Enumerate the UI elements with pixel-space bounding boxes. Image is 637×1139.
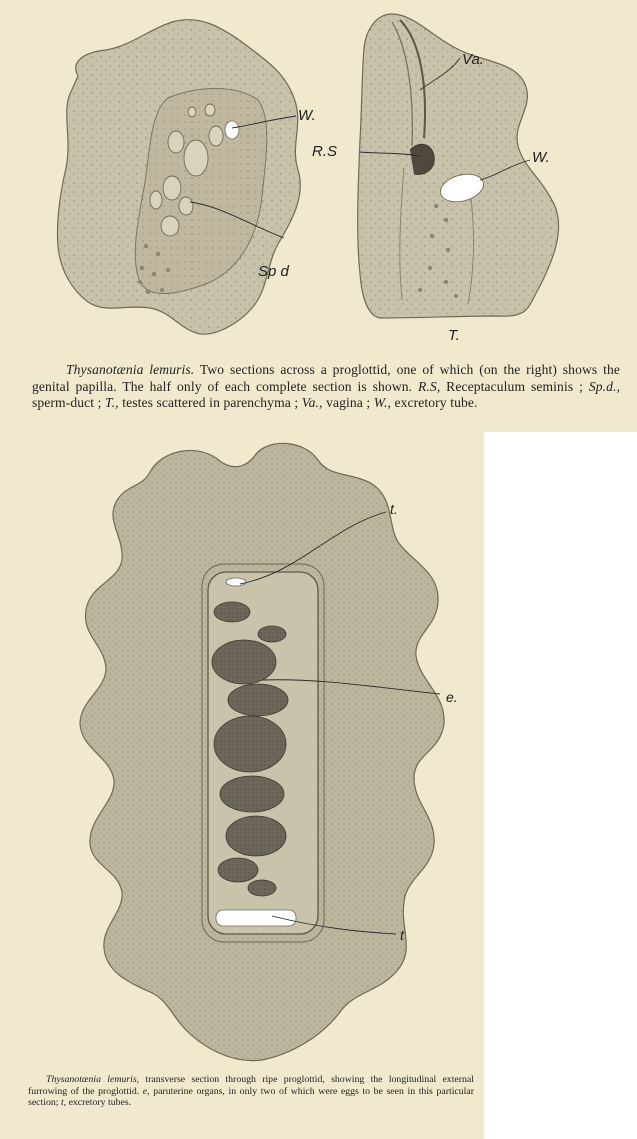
caption1-text: Two sections across a proglottid, one of which (on the right) shows the genital papilla. The half only of each complete section is shown. xyxy=(32,362,620,394)
label-t: T. xyxy=(448,327,460,344)
caption2-t-abbr: t, xyxy=(60,1097,67,1109)
caption1-rs-def: , Receptaculum seminis ; xyxy=(436,378,583,394)
label-e: e. xyxy=(446,689,458,705)
caption1-rs-abbr: R.S xyxy=(418,378,437,394)
bottom-figure-caption xyxy=(28,1074,474,1109)
top-figure-panel xyxy=(0,0,637,432)
caption1-spd-def: sperm-duct ; xyxy=(32,395,102,410)
caption1-t-abbr: T., xyxy=(105,395,119,410)
label-w-left: W. xyxy=(298,107,316,124)
label-rs: R.S xyxy=(312,143,338,160)
label-spd: Sp d xyxy=(258,263,289,280)
top-figure-illustration xyxy=(0,0,637,360)
label-t-top: t. xyxy=(390,501,398,517)
bottom-figure-illustration xyxy=(0,432,484,1072)
caption1-va-abbr: Va., xyxy=(301,395,323,410)
caption1-w-abbr: W., xyxy=(373,395,391,410)
top-figure-caption xyxy=(32,362,620,412)
left-section-drawing xyxy=(57,20,315,335)
caption1-va-def: vagina ; xyxy=(326,395,371,410)
caption2-t-def: excretory tubes. xyxy=(68,1097,132,1109)
blank-margin xyxy=(484,432,637,1139)
caption2-text: transverse section through ripe proglottid, showing the longitudinal external furrowing of the proglottid. xyxy=(28,1074,474,1097)
label-va: Va. xyxy=(462,51,484,68)
caption2-e-abbr: e, xyxy=(142,1085,150,1097)
caption1-spd-abbr: Sp.d., xyxy=(588,378,620,394)
caption2-species: Thysanotænia lemuris, xyxy=(46,1074,140,1085)
label-w-right: W. xyxy=(532,149,550,166)
caption1-t-def: testes scattered in parenchyma ; xyxy=(122,395,299,410)
caption1-w-def: excretory tube. xyxy=(394,395,478,410)
right-section-drawing xyxy=(312,14,559,344)
bottom-figure-panel xyxy=(0,432,484,1139)
label-t-bottom: t xyxy=(400,927,404,943)
caption2-e-def: paruterine organs, in only two of which were eggs to be seen in this particular section; xyxy=(28,1085,474,1109)
caption1-species: Thysanotænia lemuris. xyxy=(66,362,195,377)
